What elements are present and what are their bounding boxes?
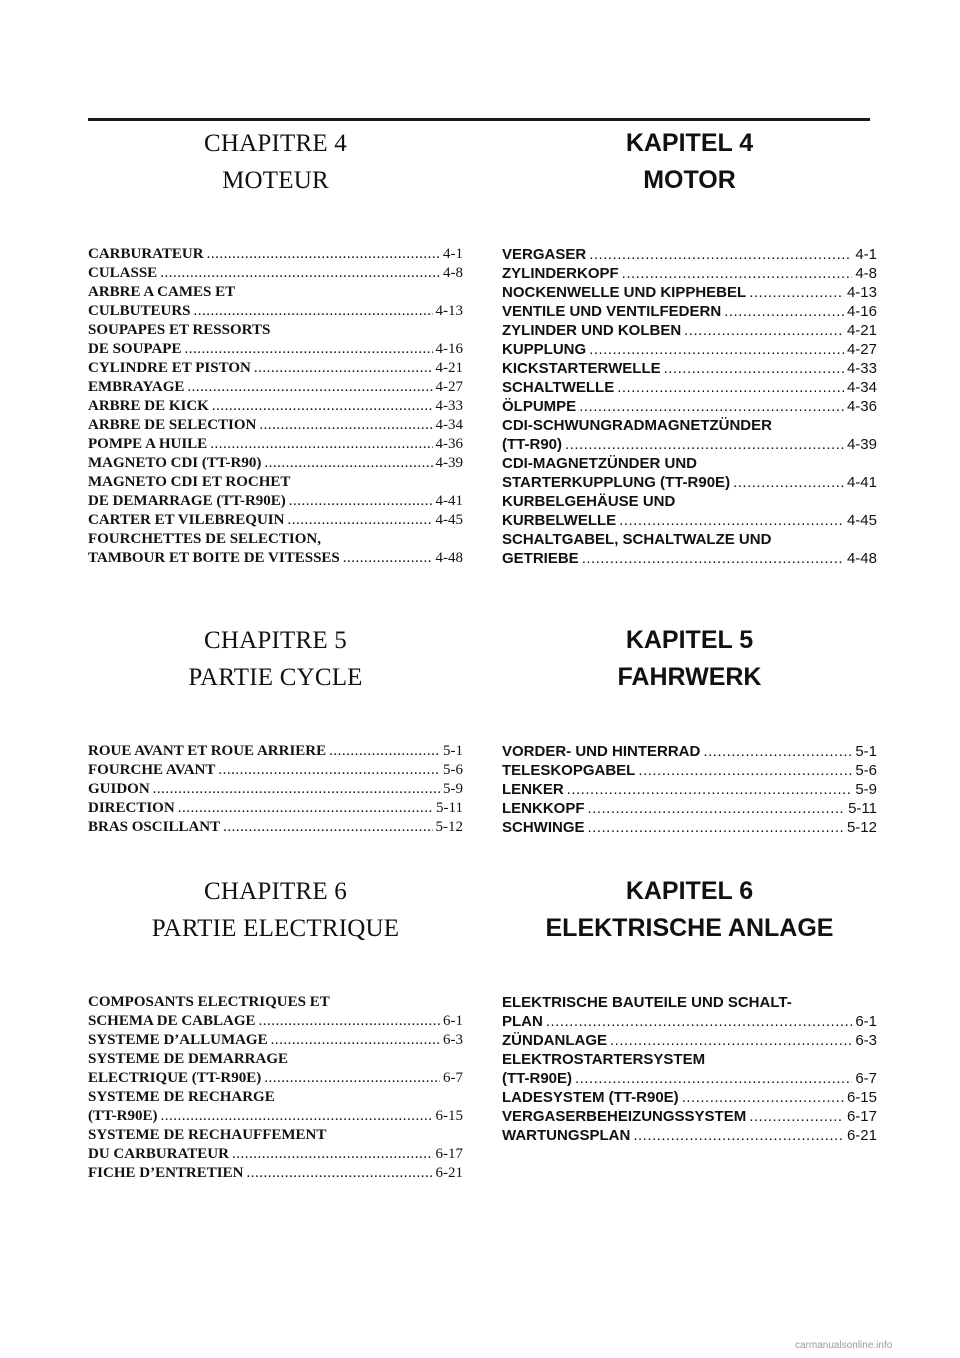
toc-entry xyxy=(88,321,463,359)
top-rule xyxy=(88,118,870,121)
toc-entry-title: DE SOUPAPE xyxy=(88,341,182,357)
toc-entry-row xyxy=(502,359,877,378)
toc-entry-row xyxy=(502,378,877,397)
toc-entry-page: 4-8 xyxy=(855,265,877,282)
dot-leader xyxy=(684,321,844,340)
dot-leader xyxy=(682,1088,844,1107)
toc-entry-title-line: ELEKTROSTARTERSYSTEM xyxy=(502,1051,706,1068)
toc-entry xyxy=(502,340,877,359)
toc-entry-page: 4-13 xyxy=(435,303,463,319)
toc-entry-page: 5-9 xyxy=(855,781,877,798)
toc-entry-title: BRAS OSCILLANT xyxy=(88,819,221,835)
toc-entry-page: 5-6 xyxy=(855,762,877,779)
toc-entry-page: 6-7 xyxy=(855,1070,877,1087)
toc-entry-row xyxy=(88,416,463,435)
toc-entry-row xyxy=(88,742,463,761)
dot-leader xyxy=(232,1145,433,1164)
chapter-title: CHAPITRE 4 xyxy=(204,130,347,157)
toc-entry-title: ARBRE DE SELECTION xyxy=(88,417,257,433)
dot-leader xyxy=(617,378,844,397)
dot-leader xyxy=(582,549,844,568)
toc-list xyxy=(502,245,877,568)
toc-entry-row xyxy=(502,473,877,492)
toc-entry-page: 5-11 xyxy=(848,800,877,817)
toc-entry-row xyxy=(88,1012,463,1031)
dot-leader xyxy=(218,761,440,780)
toc-entry xyxy=(502,378,877,397)
chapter-title: CHAPITRE 5 xyxy=(204,627,347,654)
toc-entry-row xyxy=(88,799,463,818)
dot-leader xyxy=(264,1069,440,1088)
toc-entry-page: 4-41 xyxy=(846,474,877,491)
dot-leader xyxy=(619,511,844,530)
toc-entry xyxy=(502,1126,877,1145)
toc-entry-page: 6-15 xyxy=(435,1108,463,1124)
toc-entry-row xyxy=(88,492,463,511)
toc-entry-title: SYSTEME D’ALLUMAGE xyxy=(88,1032,268,1048)
toc-entry-page: 4-48 xyxy=(435,550,463,566)
toc-entry xyxy=(502,245,877,264)
toc-entry-row xyxy=(502,818,877,837)
chapter-title: KAPITEL 6 xyxy=(625,877,754,905)
toc-entry-row xyxy=(502,1031,877,1050)
toc-entry-title: ROUE AVANT ET ROUE ARRIERE xyxy=(88,743,327,759)
toc-entry-title: GUIDON xyxy=(88,781,150,797)
dot-leader xyxy=(271,1031,440,1050)
dot-leader xyxy=(622,264,853,283)
toc-entry-row xyxy=(88,359,463,378)
toc-entry-page: 4-36 xyxy=(846,398,877,415)
dot-leader xyxy=(178,799,433,818)
toc-entry-row xyxy=(88,264,463,283)
dot-leader xyxy=(703,742,852,761)
toc-entry-row xyxy=(88,454,463,473)
toc-entry-page: 5-9 xyxy=(443,781,463,797)
toc-entry-title: LENKKOPF xyxy=(502,800,585,817)
toc-entry xyxy=(502,761,877,780)
toc-entry xyxy=(88,245,463,264)
toc-entry-title-line: SCHALTGABEL, SCHALTWALZE UND xyxy=(502,531,772,548)
dot-leader xyxy=(160,1107,432,1126)
toc-entry-page: 6-21 xyxy=(435,1165,463,1181)
toc-entry-page: 4-33 xyxy=(846,360,877,377)
dot-leader xyxy=(610,1031,852,1050)
toc-entry-title: ZYLINDERKOPF xyxy=(502,265,619,282)
dot-leader xyxy=(210,435,432,454)
toc-entry-title: DIRECTION xyxy=(88,800,175,816)
watermark-footer: carmanualsonline.info xyxy=(795,1340,893,1351)
toc-entry-page: 6-15 xyxy=(846,1089,877,1106)
toc-entry xyxy=(88,511,463,530)
toc-entry-row xyxy=(88,549,463,568)
toc-entry-title: CARTER ET VILEBREQUIN xyxy=(88,512,285,528)
toc-entry-page: 4-36 xyxy=(435,436,463,452)
toc-entry-page: 6-17 xyxy=(435,1146,463,1162)
dot-leader xyxy=(724,302,844,321)
toc-entry-title-line: ELEKTRISCHE BAUTEILE UND SCHALT- xyxy=(502,994,792,1011)
toc-entry-row xyxy=(502,302,877,321)
toc-list xyxy=(88,742,463,837)
toc-entry-row xyxy=(88,340,463,359)
toc-entry-title: DU CARBURATEUR xyxy=(88,1146,229,1162)
dot-leader xyxy=(246,1164,432,1183)
dot-leader xyxy=(223,818,432,837)
toc-entry xyxy=(502,799,877,818)
dot-leader xyxy=(259,416,432,435)
toc-entry-row xyxy=(88,511,463,530)
chapter-5-fr xyxy=(88,622,463,837)
dot-leader xyxy=(633,1126,844,1145)
dot-leader xyxy=(565,435,844,454)
toc-entry-title: ARBRE DE KICK xyxy=(88,398,209,414)
toc-entry-title: LENKER xyxy=(502,781,564,798)
toc-entry-row xyxy=(502,245,877,264)
toc-entry xyxy=(88,473,463,511)
chapter-subtitle: FAHRWERK xyxy=(617,663,762,691)
toc-entry-page: 5-11 xyxy=(436,800,463,816)
toc-entry-title: SCHEMA DE CABLAGE xyxy=(88,1013,256,1029)
toc-entry-page: 4-27 xyxy=(846,341,877,358)
toc-entry xyxy=(88,435,463,454)
dot-leader xyxy=(579,397,844,416)
dot-leader xyxy=(546,1012,852,1031)
toc-entry-page: 4-41 xyxy=(435,493,463,509)
toc-entry-page: 6-1 xyxy=(855,1013,877,1030)
toc-entry-title: MAGNETO CDI (TT-R90) xyxy=(88,455,262,471)
toc-entry-page: 5-1 xyxy=(855,743,877,760)
toc-entry xyxy=(88,1126,463,1164)
toc-entry-row xyxy=(502,549,877,568)
dot-leader xyxy=(588,799,846,818)
toc-entry xyxy=(502,416,877,454)
toc-entry-page: 4-21 xyxy=(435,360,463,376)
toc-entry-row xyxy=(88,1145,463,1164)
toc-entry-title: ZÜNDANLAGE xyxy=(502,1032,607,1049)
toc-entry-title-line: CDI-MAGNETZÜNDER UND xyxy=(502,455,697,472)
toc-entry-title-line: FOURCHETTES DE SELECTION, xyxy=(88,531,321,547)
chapter-title: KAPITEL 4 xyxy=(625,129,754,157)
toc-entry-page: 6-7 xyxy=(443,1070,463,1086)
toc-entry-title: ÖLPUMPE xyxy=(502,398,577,415)
toc-entry xyxy=(88,1031,463,1050)
toc-entry-title-line: CDI-SCHWUNGRADMAGNETZÜNDER xyxy=(502,417,772,434)
toc-entry-row xyxy=(88,780,463,799)
toc-entry-page: 4-45 xyxy=(435,512,463,528)
dot-leader xyxy=(575,1069,852,1088)
toc-entry-row xyxy=(502,283,877,302)
toc-entry-title: POMPE A HUILE xyxy=(88,436,208,452)
toc-entry-title: TELESKOPGABEL xyxy=(502,762,636,779)
toc-entry-title-line: SYSTEME DE DEMARRAGE xyxy=(88,1051,289,1067)
toc-entry-title: DE DEMARRAGE (TT-R90E) xyxy=(88,493,286,509)
toc-entry xyxy=(502,1088,877,1107)
toc-entry-page: 5-12 xyxy=(846,819,877,836)
dot-leader xyxy=(187,378,432,397)
toc-entry-page: 4-39 xyxy=(846,436,877,453)
toc-entry-title: FOURCHE AVANT xyxy=(88,762,216,778)
dot-leader xyxy=(153,780,440,799)
chapter-subtitle: PARTIE CYCLE xyxy=(188,664,363,691)
toc-entry-page: 4-48 xyxy=(846,550,877,567)
toc-entry-title-line: KURBELGEHÄUSE UND xyxy=(502,493,676,510)
dot-leader xyxy=(287,511,432,530)
dot-leader xyxy=(160,264,440,283)
toc-entry-title: ZYLINDER UND KOLBEN xyxy=(502,322,682,339)
toc-entry-title: (TT-R90) xyxy=(502,436,562,453)
toc-entry xyxy=(502,818,877,837)
dot-leader xyxy=(638,761,852,780)
toc-entry xyxy=(88,761,463,780)
toc-entry xyxy=(502,302,877,321)
toc-entry-page: 4-21 xyxy=(846,322,877,339)
toc-list xyxy=(502,993,877,1145)
toc-entry xyxy=(502,492,877,530)
toc-entry-row xyxy=(88,1107,463,1126)
toc-entry-page: 5-6 xyxy=(443,762,463,778)
dot-leader xyxy=(567,780,853,799)
toc-entry xyxy=(88,1050,463,1088)
toc-entry-row xyxy=(88,818,463,837)
toc-entry-row xyxy=(502,780,877,799)
toc-entry-title: ELECTRIQUE (TT-R90E) xyxy=(88,1070,262,1086)
toc-entry xyxy=(88,264,463,283)
chapter-subtitle: MOTOR xyxy=(643,166,736,194)
dot-leader xyxy=(329,742,440,761)
toc-entry-page: 4-16 xyxy=(846,303,877,320)
toc-entry-row xyxy=(502,321,877,340)
toc-entry xyxy=(88,799,463,818)
toc-entry-title-line: SYSTEME DE RECHAUFFEMENT xyxy=(88,1127,327,1143)
toc-entry-page: 4-8 xyxy=(443,265,463,281)
toc-entry xyxy=(502,742,877,761)
dot-leader xyxy=(749,283,844,302)
chapter-4-fr xyxy=(88,125,463,568)
toc-entry-title: KICKSTARTERWELLE xyxy=(502,360,661,377)
toc-entry-row xyxy=(88,761,463,780)
toc-entry-page: 4-34 xyxy=(435,417,463,433)
toc-entry-title: CULBUTEURS xyxy=(88,303,191,319)
toc-entry-page: 6-17 xyxy=(846,1108,877,1125)
dot-leader xyxy=(749,1107,844,1126)
toc-entry xyxy=(502,1050,877,1088)
toc-entry-page: 6-21 xyxy=(846,1127,877,1144)
dot-leader xyxy=(259,1012,440,1031)
toc-list xyxy=(88,993,463,1183)
toc-entry-page: 5-12 xyxy=(435,819,463,835)
toc-entry-page: 4-1 xyxy=(855,246,877,263)
toc-entry-page: 4-27 xyxy=(435,379,463,395)
toc-entry-row xyxy=(88,378,463,397)
chapter-6-de xyxy=(502,873,877,1145)
toc-entry-row xyxy=(502,340,877,359)
toc-entry xyxy=(88,1088,463,1126)
toc-entry xyxy=(502,454,877,492)
toc-entry-title: LADESYSTEM (TT-R90E) xyxy=(502,1089,679,1106)
toc-entry xyxy=(502,1031,877,1050)
toc-entry-title: CARBURATEUR xyxy=(88,246,204,262)
toc-entry-title: STARTERKUPPLUNG (TT-R90E) xyxy=(502,474,731,491)
chapter-title: CHAPITRE 6 xyxy=(204,878,347,905)
toc-entry-row xyxy=(502,742,877,761)
dot-leader xyxy=(254,359,433,378)
toc-entry-title: CULASSE xyxy=(88,265,158,281)
toc-entry xyxy=(88,993,463,1031)
toc-entry-page: 6-3 xyxy=(443,1032,463,1048)
toc-entry xyxy=(502,359,877,378)
toc-entry-title: VORDER- UND HINTERRAD xyxy=(502,743,701,760)
dot-leader xyxy=(212,397,433,416)
toc-entry-row xyxy=(502,1069,877,1088)
toc-entry-title-line: ARBRE A CAMES ET xyxy=(88,284,236,300)
toc-entry-page: 4-34 xyxy=(846,379,877,396)
toc-entry-row xyxy=(502,799,877,818)
toc-entry-title: NOCKENWELLE UND KIPPHEBEL xyxy=(502,284,747,301)
toc-entry-row xyxy=(502,1107,877,1126)
toc-entry xyxy=(502,1107,877,1126)
toc-entry-page: 4-33 xyxy=(435,398,463,414)
chapter-6-fr xyxy=(88,873,463,1183)
toc-entry-title: KUPPLUNG xyxy=(502,341,587,358)
dot-leader xyxy=(194,302,433,321)
dot-leader xyxy=(589,340,844,359)
toc-entry xyxy=(88,742,463,761)
toc-entry xyxy=(88,1164,463,1183)
toc-entry-title: FICHE D’ENTRETIEN xyxy=(88,1165,244,1181)
toc-list xyxy=(88,245,463,568)
toc-entry-title: EMBRAYAGE xyxy=(88,379,185,395)
dot-leader xyxy=(664,359,844,378)
toc-entry-title: VERGASERBEHEIZUNGSSYSTEM xyxy=(502,1108,747,1125)
dot-leader xyxy=(184,340,432,359)
toc-entry-page: 4-39 xyxy=(435,455,463,471)
toc-entry-row xyxy=(88,302,463,321)
dot-leader xyxy=(264,454,432,473)
toc-entry xyxy=(502,397,877,416)
chapter-subtitle: ELEKTRISCHE ANLAGE xyxy=(545,914,834,942)
dot-leader xyxy=(588,818,844,837)
toc-entry xyxy=(88,359,463,378)
toc-entry-title: KURBELWELLE xyxy=(502,512,617,529)
chapter-subtitle: PARTIE ELECTRIQUE xyxy=(151,915,400,942)
dot-leader xyxy=(289,492,433,511)
toc-entry-page: 6-1 xyxy=(443,1013,463,1029)
toc-entry xyxy=(88,818,463,837)
toc-entry xyxy=(88,454,463,473)
toc-entry-row xyxy=(502,397,877,416)
toc-entry-page: 4-45 xyxy=(846,512,877,529)
toc-entry xyxy=(502,780,877,799)
toc-entry xyxy=(88,283,463,321)
toc-entry-title: PLAN xyxy=(502,1013,543,1030)
toc-entry-row xyxy=(502,1012,877,1031)
toc-entry xyxy=(502,530,877,568)
chapter-4-de xyxy=(502,125,877,568)
toc-entry-row xyxy=(502,511,877,530)
toc-entry-row xyxy=(88,1164,463,1183)
dot-leader xyxy=(589,245,852,264)
chapter-5-de xyxy=(502,622,877,837)
toc-entry-title: VENTILE UND VENTILFEDERN xyxy=(502,303,722,320)
toc-entry-title-line: COMPOSANTS ELECTRIQUES ET xyxy=(88,994,330,1010)
dot-leader xyxy=(343,549,433,568)
dot-leader xyxy=(207,245,440,264)
toc-entry xyxy=(502,993,877,1031)
toc-entry-title: SCHWINGE xyxy=(502,819,585,836)
toc-entry xyxy=(502,321,877,340)
toc-entry-title: SCHALTWELLE xyxy=(502,379,615,396)
toc-entry-title: CYLINDRE ET PISTON xyxy=(88,360,251,376)
toc-entry-title: VERGASER xyxy=(502,246,587,263)
toc-entry-row xyxy=(88,1031,463,1050)
toc-entry xyxy=(88,530,463,568)
toc-entry xyxy=(88,378,463,397)
toc-entry-title: WARTUNGSPLAN xyxy=(502,1127,631,1144)
toc-list xyxy=(502,742,877,837)
toc-entry xyxy=(502,264,877,283)
toc-entry-title-line: SOUPAPES ET RESSORTS xyxy=(88,322,271,338)
toc-entry-title-line: SYSTEME DE RECHARGE xyxy=(88,1089,275,1105)
toc-entry-row xyxy=(502,435,877,454)
toc-entry-row xyxy=(502,1088,877,1107)
toc-entry-row xyxy=(88,245,463,264)
toc-entry xyxy=(88,416,463,435)
toc-entry-page: 4-1 xyxy=(443,246,463,262)
toc-entry-title: TAMBOUR ET BOITE DE VITESSES xyxy=(88,550,340,566)
toc-entry-page: 5-1 xyxy=(443,743,463,759)
dot-leader xyxy=(733,473,844,492)
toc-entry-page: 4-13 xyxy=(846,284,877,301)
toc-entry-row xyxy=(502,1126,877,1145)
toc-entry xyxy=(88,397,463,416)
toc-entry-row xyxy=(502,264,877,283)
toc-entry-title: GETRIEBE xyxy=(502,550,579,567)
toc-entry-title: (TT-R90E) xyxy=(502,1070,573,1087)
toc-entry-page: 6-3 xyxy=(855,1032,877,1049)
chapter-subtitle: MOTEUR xyxy=(222,167,329,194)
toc-entry xyxy=(502,283,877,302)
toc-entry-row xyxy=(88,397,463,416)
toc-entry xyxy=(88,780,463,799)
toc-entry-row xyxy=(88,1069,463,1088)
toc-entry-title: (TT-R90E) xyxy=(88,1108,158,1124)
toc-entry-title-line: MAGNETO CDI ET ROCHET xyxy=(88,474,291,490)
toc-entry-page: 4-16 xyxy=(435,341,463,357)
toc-entry-row xyxy=(88,435,463,454)
chapter-title: KAPITEL 5 xyxy=(625,626,754,654)
toc-entry-row xyxy=(502,761,877,780)
